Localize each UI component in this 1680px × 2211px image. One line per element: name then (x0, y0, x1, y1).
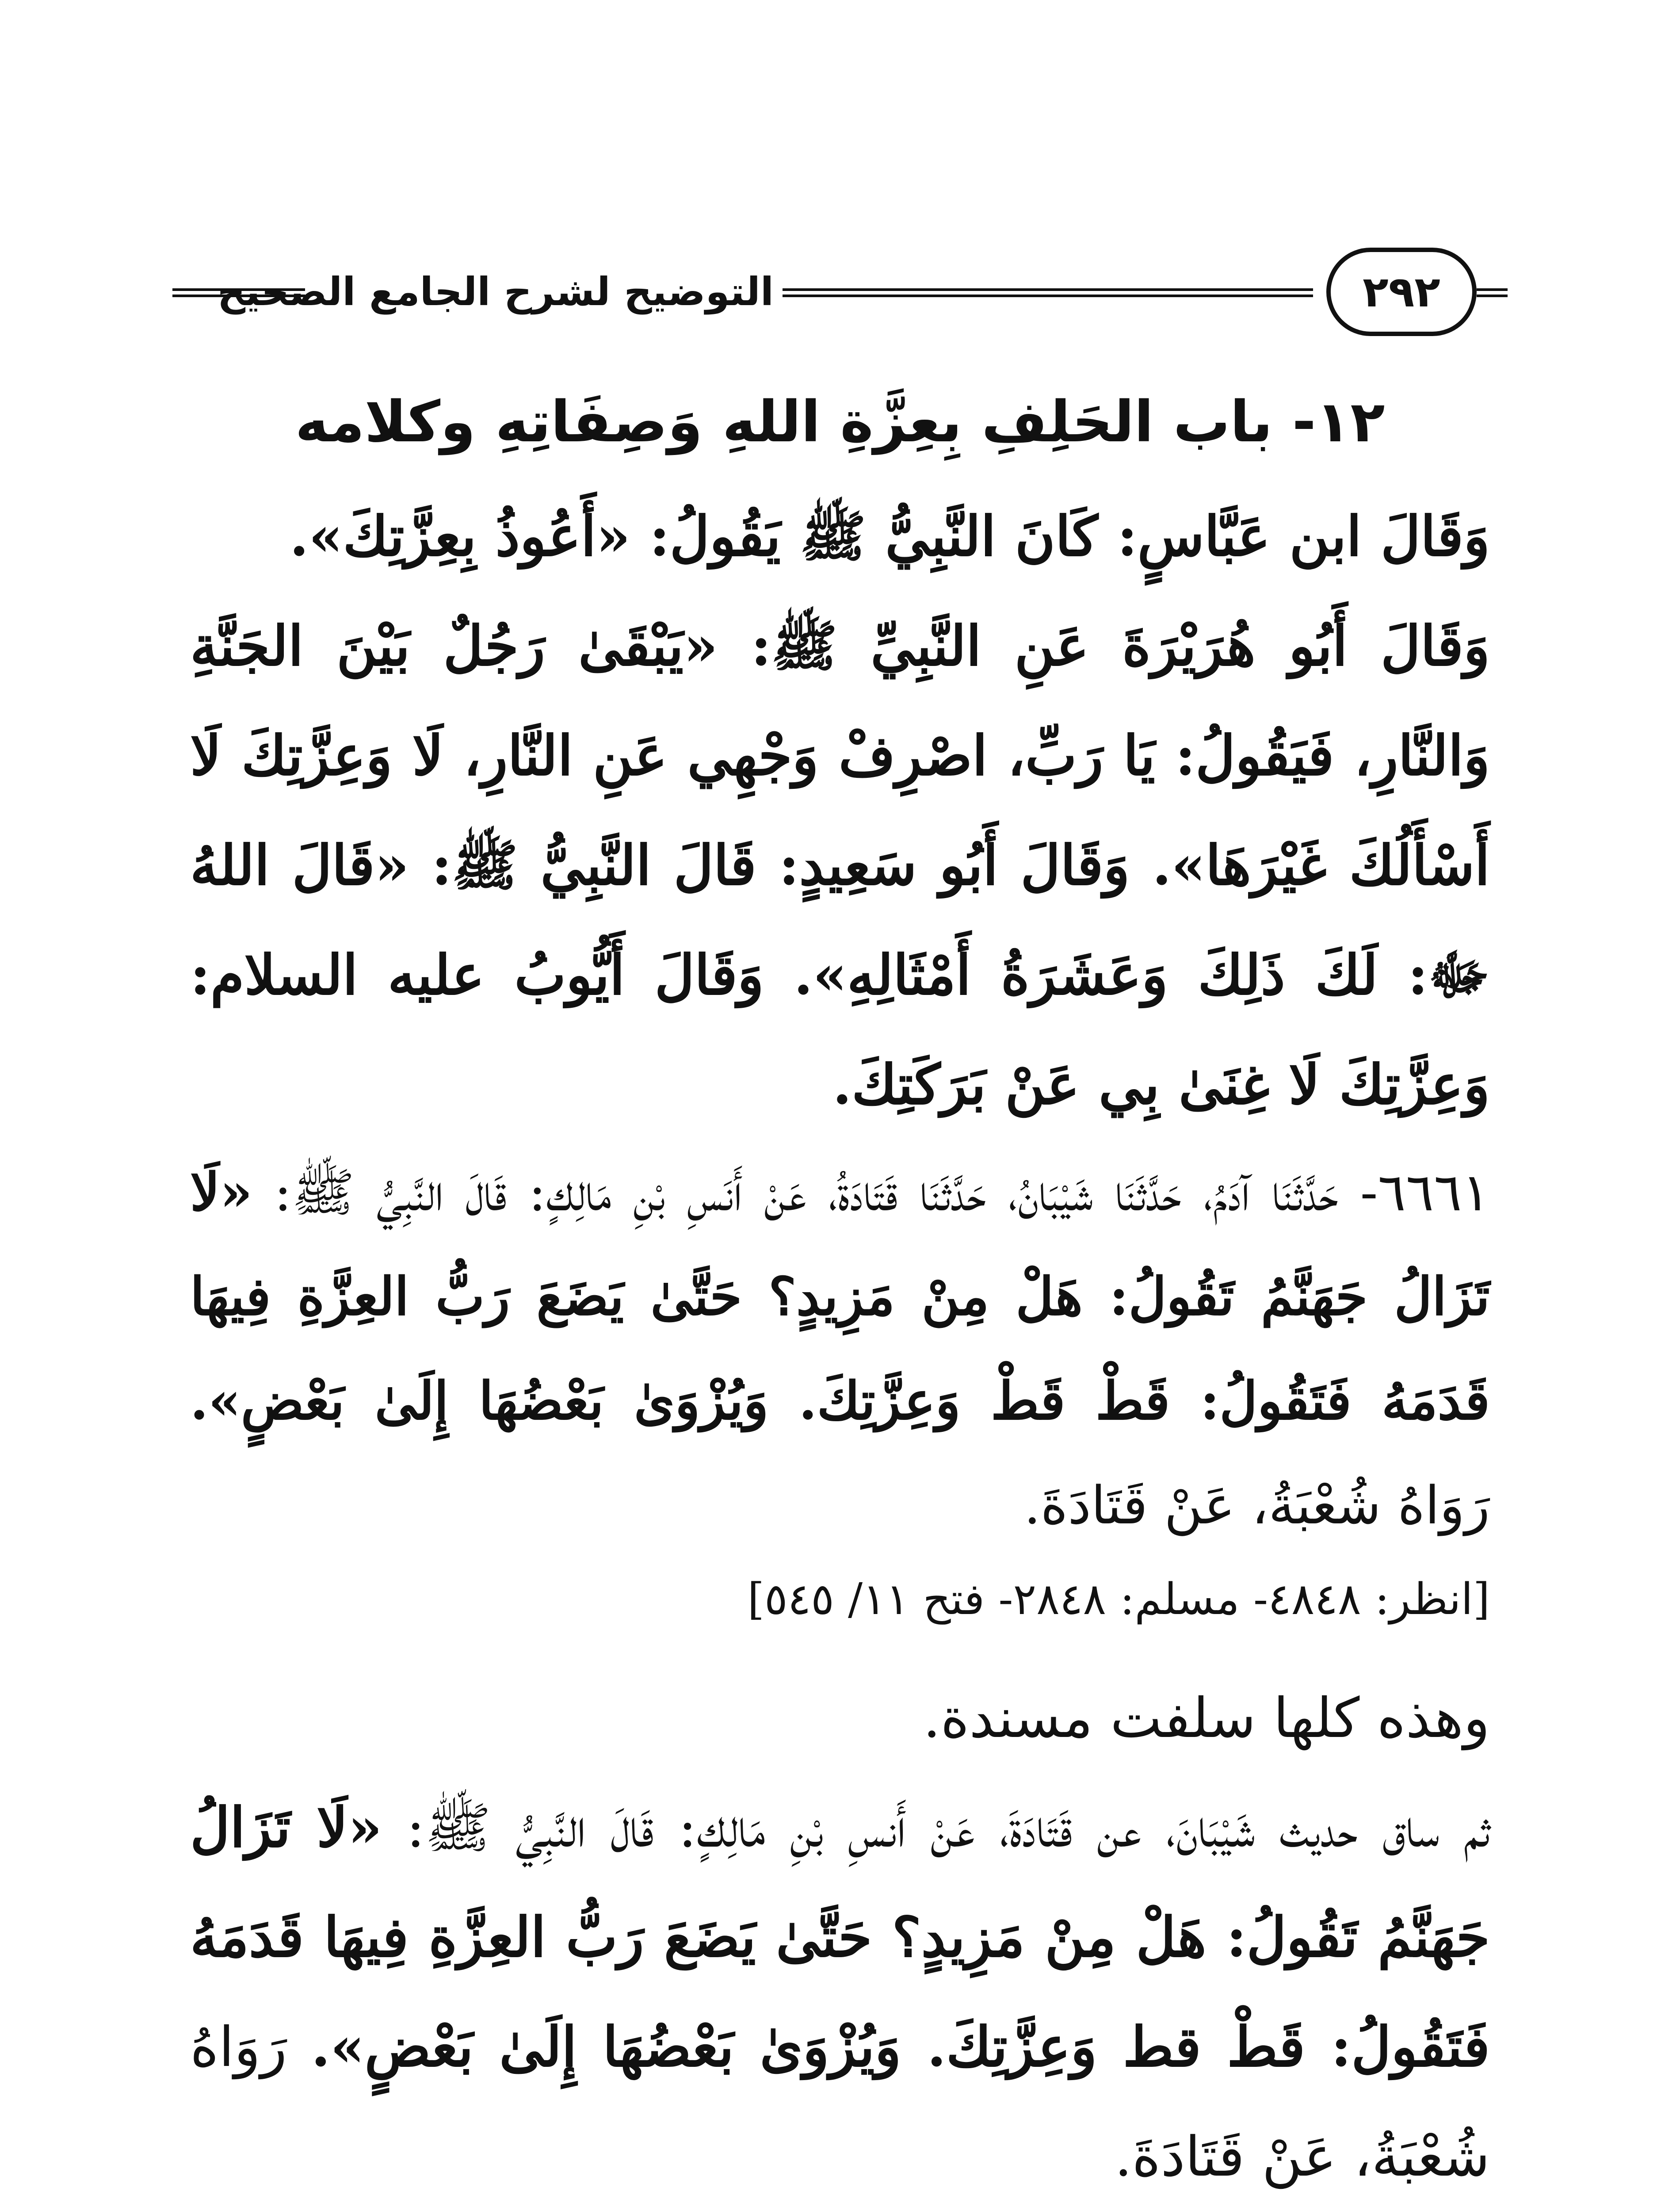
narration-abu-said-intro: وَقَالَ أَبُو سَعِيدٍ: قَالَ النَّبِيُّ ﷺ: (409, 834, 1153, 898)
intro-paragraph-ibn-abbas: وَقَالَ ابن عَبَّاسٍ: كَانَ النَّبِيُّ ﷺ يَقُولُ: «أَعُوذُ بِعِزَّتِكَ». (290, 505, 1490, 569)
narration-abu-said-text: «قَالَ اللهُ ﷻ: لَكَ ذَلِكَ وَعَشَرَةُ أَمْثَالِهِ». (190, 834, 1490, 1007)
commentary-chain: ثم ساق حديث شَيْبَانَ، عن قَتَادَةَ، عَنْ أَنسِ بْنِ مَالِكٍ: قَالَ النَّبِيُّ ﷺ: (382, 1796, 1490, 1860)
hadith-6661 (190, 1140, 1490, 1557)
hadith-matn: «لَا تَزَالُ جَهَنَّمُ تَقُولُ: هَلْ مِنْ مَزِيدٍ؟ حَتَّىٰ يَضَعَ رَبُّ العِزَّةِ فِيهَا قَدَمَهُ فَتَقُولُ: قَطْ قَطْ وَعِزَّتِكَ. وَيُزْوَىٰ بَعْضُهَا إِلَىٰ بَعْضٍ». (190, 1161, 1490, 1431)
page-number: ٢٩٢ (1363, 267, 1440, 317)
commentary-tail: رَوَاهُ شُعْبَةُ، عَنْ قَتَادَةَ. (190, 2016, 1490, 2189)
chapter-title: ١٢- باب الحَلِفِ بِعِزَّةِ اللهِ وَصِفَاتِهِ وكلامه (295, 389, 1385, 455)
header-rule-middle (783, 288, 1313, 297)
page-content (190, 380, 1490, 2211)
narration-ayyub-intro: وَقَالَ أَيُّوبُ عليه السلام: (190, 943, 794, 1007)
commentary-paragraph-1: وهذه كلها سلفت مسندة. (923, 1687, 1490, 1750)
running-title: التوضيح لشرح الجامع الصحيح (217, 269, 774, 314)
page-number-badge (1326, 248, 1477, 336)
commentary-paragraph-2 (190, 1773, 1490, 2211)
hadith-tail: رَوَاهُ شُعْبَةُ، عَنْ قَتَادَةَ. (1024, 1475, 1490, 1536)
narration-ayyub-text: وَعِزَّتِكَ لَا غِنَىٰ بِي عَنْ بَرَكَتِكَ. (832, 1053, 1490, 1117)
header-rule-left (172, 288, 305, 297)
narration-abu-hurayra-text: «يَبْقَىٰ رَجُلٌ بَيْنَ الجَنَّةِ وَالنَّارِ، فَيَقُولُ: يَا رَبِّ، اصْرِفْ وَجْهِي عَنِ النَّارِ، لَا وَعِزَّتِكَ لَا أَسْأَلُكَ غَيْرَهَا». (190, 614, 1490, 898)
header-rule-right (1477, 288, 1508, 297)
hadith-references: [انظر: ٤٨٤٨- مسلم: ٢٨٤٨- فتح ١١/ ٥٤٥] (747, 1574, 1490, 1625)
narration-abu-hurayra-intro: وَقَالَ أَبُو هُرَيْرَةَ عَنِ النَّبِيِّ ﷺ: (718, 614, 1490, 678)
commentary-matn: «لَا تَزَالُ جَهَنَّمُ تَقُولُ: هَلْ مِنْ مَزِيدٍ؟ حَتَّىٰ يَضَعَ رَبُّ العِزَّةِ فِيهَا قَدَمَهُ فَتَقُولُ: قَطْ قط وَعِزَّتِكَ. وَيُزْوَىٰ بَعْضُهَا إِلَىٰ بَعْضٍ». (190, 1796, 1490, 2079)
hadith-chain: ٦٦٦١- حَدَّثَنَا آدَمُ، حَدَّثَنَا شَيْبَانُ، حَدَّثَنَا قَتَادَةُ، عَنْ أَنَسِ بْنِ مَالِكٍ: قَالَ النَّبِيُّ ﷺ: (252, 1162, 1490, 1223)
intro-paragraph-narrations (190, 592, 1490, 1140)
page-header (172, 248, 1508, 340)
